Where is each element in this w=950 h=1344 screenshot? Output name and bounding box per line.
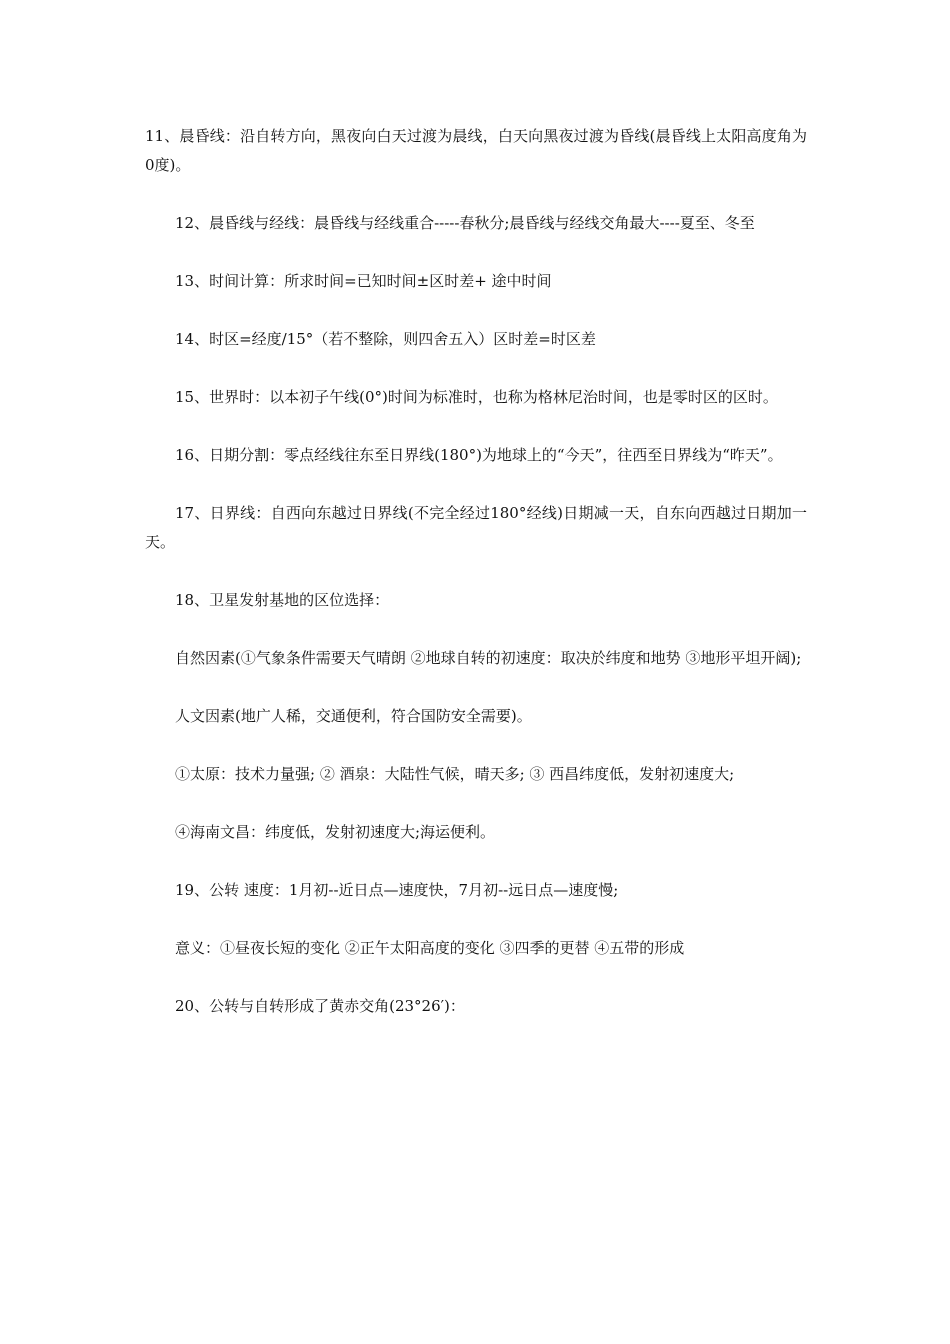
paragraph-11: 11、晨昏线：沿自转方向，黑夜向白天过渡为晨线，白天向黑夜过渡为昏线(晨昏线上太阳高度角为0度)。 (145, 127, 807, 174)
paragraph-18: 18、卫星发射基地的区位选择： (175, 591, 390, 609)
paragraph-18-bases-2: ④海南文昌：纬度低，发射初速度大;海运便利。 (175, 823, 496, 841)
paragraph-19-significance: 意义：①昼夜长短的变化 ②正午太阳高度的变化 ③四季的更替 ④五带的形成 (175, 939, 685, 957)
paragraph-19: 19、公转 速度：1月初--近日点—速度快，7月初--远日点—速度慢; (175, 881, 619, 899)
paragraph-14: 14、时区=经度/15°（若不整除，则四舍五入）区时差=时区差 (175, 330, 596, 348)
paragraph-18-bases-1: ①太原：技术力量强; ② 酒泉：大陆性气候，晴天多; ③ 西昌纬度低，发射初速度大; (175, 765, 735, 783)
paragraph-15: 15、世界时：以本初子午线(0°)时间为标准时，也称为格林尼治时间，也是零时区的区时。 (175, 388, 778, 406)
paragraph-20: 20、公转与自转形成了黄赤交角(23°26′)： (175, 997, 465, 1015)
paragraph-12: 12、晨昏线与经线：晨昏线与经线重合-----春秋分;晨昏线与经线交角最大----夏至、冬至 (175, 214, 755, 232)
document-body (145, 122, 807, 1050)
paragraph-18-natural-factors: 自然因素(①气象条件需要天气晴朗 ②地球自转的初速度：取决於纬度和地势 ③地形平坦开阔); (175, 649, 802, 667)
paragraph-13: 13、时间计算：所求时间=已知时间±区时差+ 途中时间 (175, 272, 552, 290)
paragraph-18-human-factors: 人文因素(地广人稀，交通便利，符合国防安全需要)。 (175, 707, 532, 725)
paragraph-16: 16、日期分割：零点经线往东至日界线(180°)为地球上的“今天”，往西至日界线为“昨天”。 (175, 446, 783, 464)
paragraph-17: 17、日界线：自西向东越过日界线(不完全经过180°经线)日期减一天，自东向西越过日期加一天。 (145, 504, 807, 551)
